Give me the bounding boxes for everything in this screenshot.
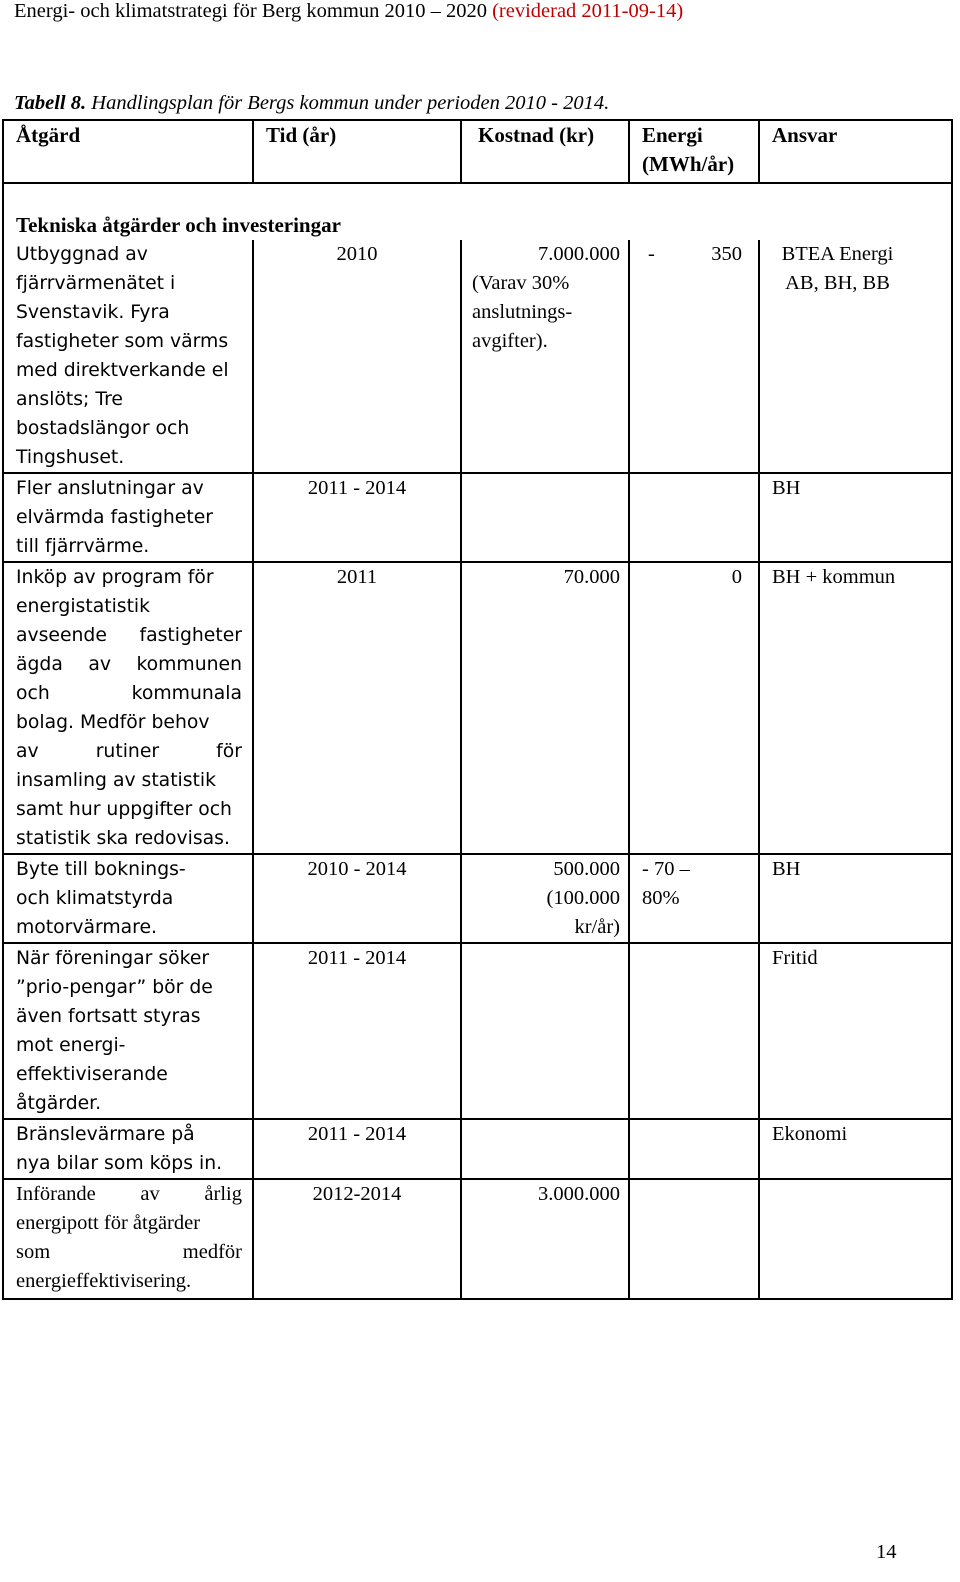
table-row bbox=[3, 240, 952, 473]
responsible-cell bbox=[759, 1119, 952, 1179]
action-cell bbox=[3, 1179, 253, 1299]
section-title: Tekniska åtgärder och investeringar bbox=[16, 213, 341, 237]
time-text: 2011 bbox=[336, 566, 378, 588]
action-text-line: effektiviserande bbox=[16, 1064, 168, 1085]
action-text-line: energistatistik bbox=[16, 596, 151, 617]
action-cell bbox=[3, 473, 253, 562]
action-text-line: insamling av statistik bbox=[16, 770, 217, 791]
table-row bbox=[3, 473, 952, 562]
header-cell-energy bbox=[629, 120, 759, 183]
time-cell bbox=[253, 854, 461, 943]
action-plan-table bbox=[2, 119, 953, 1300]
action-text-line: fastigheter som värms bbox=[16, 331, 229, 352]
action-text-line: även fortsatt styras bbox=[16, 1006, 201, 1027]
header-cell-time bbox=[253, 120, 461, 183]
action-text-line: av rutiner för bbox=[16, 741, 242, 762]
table-caption bbox=[14, 92, 609, 115]
responsible-cell bbox=[759, 562, 952, 854]
table-row bbox=[3, 943, 952, 1119]
action-cell bbox=[3, 1119, 253, 1179]
cost-cell bbox=[461, 854, 629, 943]
cost-text-line: avgifter). bbox=[472, 330, 548, 352]
action-text-line: Svenstavik. Fyra bbox=[16, 302, 170, 323]
cost-text-line: (Varav 30% bbox=[472, 272, 570, 294]
energy-cell bbox=[629, 943, 759, 1119]
energy-text-line: - 70 – bbox=[642, 858, 690, 880]
action-text-line: ägda av kommunen bbox=[16, 654, 242, 675]
responsible-text-line: AB, BH, BB bbox=[785, 272, 890, 294]
time-text: 2012-2014 bbox=[312, 1183, 402, 1205]
time-text: 2010 - 2014 bbox=[307, 858, 407, 880]
action-text-line: Inköp av program för bbox=[16, 567, 214, 588]
energy-cell bbox=[629, 854, 759, 943]
action-text-line: bostadslängor och bbox=[16, 418, 190, 439]
table-row bbox=[3, 562, 952, 854]
action-text-line: och klimatstyrda bbox=[16, 888, 174, 909]
cost-cell bbox=[461, 1119, 629, 1179]
action-text-line: Fler anslutningar av bbox=[16, 478, 204, 499]
cost-text-line: kr/år) bbox=[574, 916, 620, 938]
header-row bbox=[3, 120, 952, 183]
cost-text-line: 70.000 bbox=[563, 566, 620, 588]
action-text-line: anslöts; Tre bbox=[16, 389, 123, 410]
responsible-text-line: BH bbox=[772, 858, 801, 880]
responsible-text-line: BH bbox=[772, 477, 801, 499]
header-title: Energi- och klimatstrategi för Berg kommun 2010 – 2020 bbox=[14, 0, 487, 22]
action-cell bbox=[3, 240, 253, 473]
time-cell bbox=[253, 1119, 461, 1179]
action-text-line: När föreningar söker bbox=[16, 948, 210, 969]
action-text-line: till fjärrvärme. bbox=[16, 536, 150, 557]
time-cell bbox=[253, 1179, 461, 1299]
column-header: Tid (år) bbox=[266, 123, 337, 147]
action-text-line: Utbyggnad av bbox=[16, 244, 148, 265]
page-number: 14 bbox=[876, 1541, 897, 1563]
action-text-line: fjärrvärmenätet i bbox=[16, 273, 176, 294]
responsible-cell bbox=[759, 473, 952, 562]
column-header: Åtgärd bbox=[16, 123, 81, 147]
energy-cell bbox=[629, 240, 759, 473]
header-cell-responsible bbox=[759, 120, 952, 183]
header-cell-cost bbox=[461, 120, 629, 183]
action-text-line: energipott för åtgärder bbox=[16, 1212, 201, 1234]
action-text-line: statistik ska redovisas. bbox=[16, 828, 230, 849]
time-text: 2010 bbox=[336, 243, 378, 265]
energy-cell bbox=[629, 1179, 759, 1299]
energy-text-line: 80% bbox=[642, 887, 680, 909]
responsible-cell bbox=[759, 854, 952, 943]
section-row bbox=[3, 183, 952, 240]
action-text-line: ”prio-pengar” bör de bbox=[16, 977, 213, 998]
action-text-line: och kommunala bbox=[16, 683, 242, 704]
caption-text: Handlingsplan för Bergs kommun under perioden 2010 - 2014. bbox=[86, 92, 610, 114]
time-cell bbox=[253, 562, 461, 854]
action-cell bbox=[3, 854, 253, 943]
responsible-text-line: BTEA Energi bbox=[781, 243, 894, 265]
responsible-cell bbox=[759, 943, 952, 1119]
action-text-line: avseende fastigheter bbox=[16, 625, 242, 646]
action-text-line: bolag. Medför behov bbox=[16, 712, 210, 733]
time-cell bbox=[253, 943, 461, 1119]
action-cell bbox=[3, 562, 253, 854]
section-cell bbox=[3, 183, 952, 240]
action-text-line: Bränslevärmare på bbox=[16, 1124, 195, 1145]
cost-text-line: anslutnings- bbox=[472, 301, 573, 323]
action-cell bbox=[3, 943, 253, 1119]
table-row bbox=[3, 1119, 952, 1179]
action-text-line: Tingshuset. bbox=[16, 447, 125, 468]
action-text-line: som medför bbox=[16, 1241, 242, 1263]
column-header: Ansvar bbox=[772, 123, 838, 147]
responsible-text-line: Ekonomi bbox=[772, 1123, 848, 1145]
energy-text-line: - 350 bbox=[648, 243, 742, 265]
responsible-cell bbox=[759, 1179, 952, 1299]
header-revision: (reviderad 2011-09-14) bbox=[492, 0, 684, 22]
time-text: 2011 - 2014 bbox=[307, 477, 407, 499]
cost-text-line: (100.000 bbox=[546, 887, 620, 909]
cost-cell bbox=[461, 943, 629, 1119]
energy-text-line: 0 bbox=[731, 566, 742, 588]
table-row bbox=[3, 854, 952, 943]
action-text-line: Införande av årlig bbox=[16, 1183, 242, 1205]
energy-cell bbox=[629, 1119, 759, 1179]
document-header bbox=[14, 0, 683, 23]
column-header: Kostnad (kr) bbox=[478, 123, 595, 147]
time-cell bbox=[253, 240, 461, 473]
energy-cell bbox=[629, 473, 759, 562]
header-cell-action bbox=[3, 120, 253, 183]
time-text: 2011 - 2014 bbox=[307, 947, 407, 969]
time-cell bbox=[253, 473, 461, 562]
energy-cell bbox=[629, 562, 759, 854]
action-text-line: motorvärmare. bbox=[16, 917, 158, 938]
action-text-line: åtgärder. bbox=[16, 1093, 102, 1114]
table-row bbox=[3, 1179, 952, 1299]
action-text-line: mot energi- bbox=[16, 1035, 126, 1056]
cost-cell bbox=[461, 1179, 629, 1299]
responsible-cell bbox=[759, 240, 952, 473]
cost-text-line: 3.000.000 bbox=[538, 1183, 620, 1205]
action-text-line: samt hur uppgifter och bbox=[16, 799, 232, 820]
responsible-text-line: Fritid bbox=[772, 947, 818, 969]
action-text-line: med direktverkande el bbox=[16, 360, 229, 381]
cost-cell bbox=[461, 240, 629, 473]
column-header: (MWh/år) bbox=[642, 152, 735, 176]
time-text: 2011 - 2014 bbox=[307, 1123, 407, 1145]
cost-text-line: 7.000.000 bbox=[538, 243, 620, 265]
caption-label: Tabell 8. bbox=[14, 92, 87, 114]
cost-text-line: 500.000 bbox=[553, 858, 620, 880]
action-text-line: Byte till boknings- bbox=[16, 859, 186, 880]
action-text-line: nya bilar som köps in. bbox=[16, 1153, 223, 1174]
responsible-text-line: BH + kommun bbox=[772, 566, 896, 588]
column-header: Energi bbox=[642, 123, 703, 147]
action-text-line: elvärmda fastigheter bbox=[16, 507, 213, 528]
cost-cell bbox=[461, 562, 629, 854]
cost-cell bbox=[461, 473, 629, 562]
action-text-line: energieffektivisering. bbox=[16, 1270, 192, 1292]
